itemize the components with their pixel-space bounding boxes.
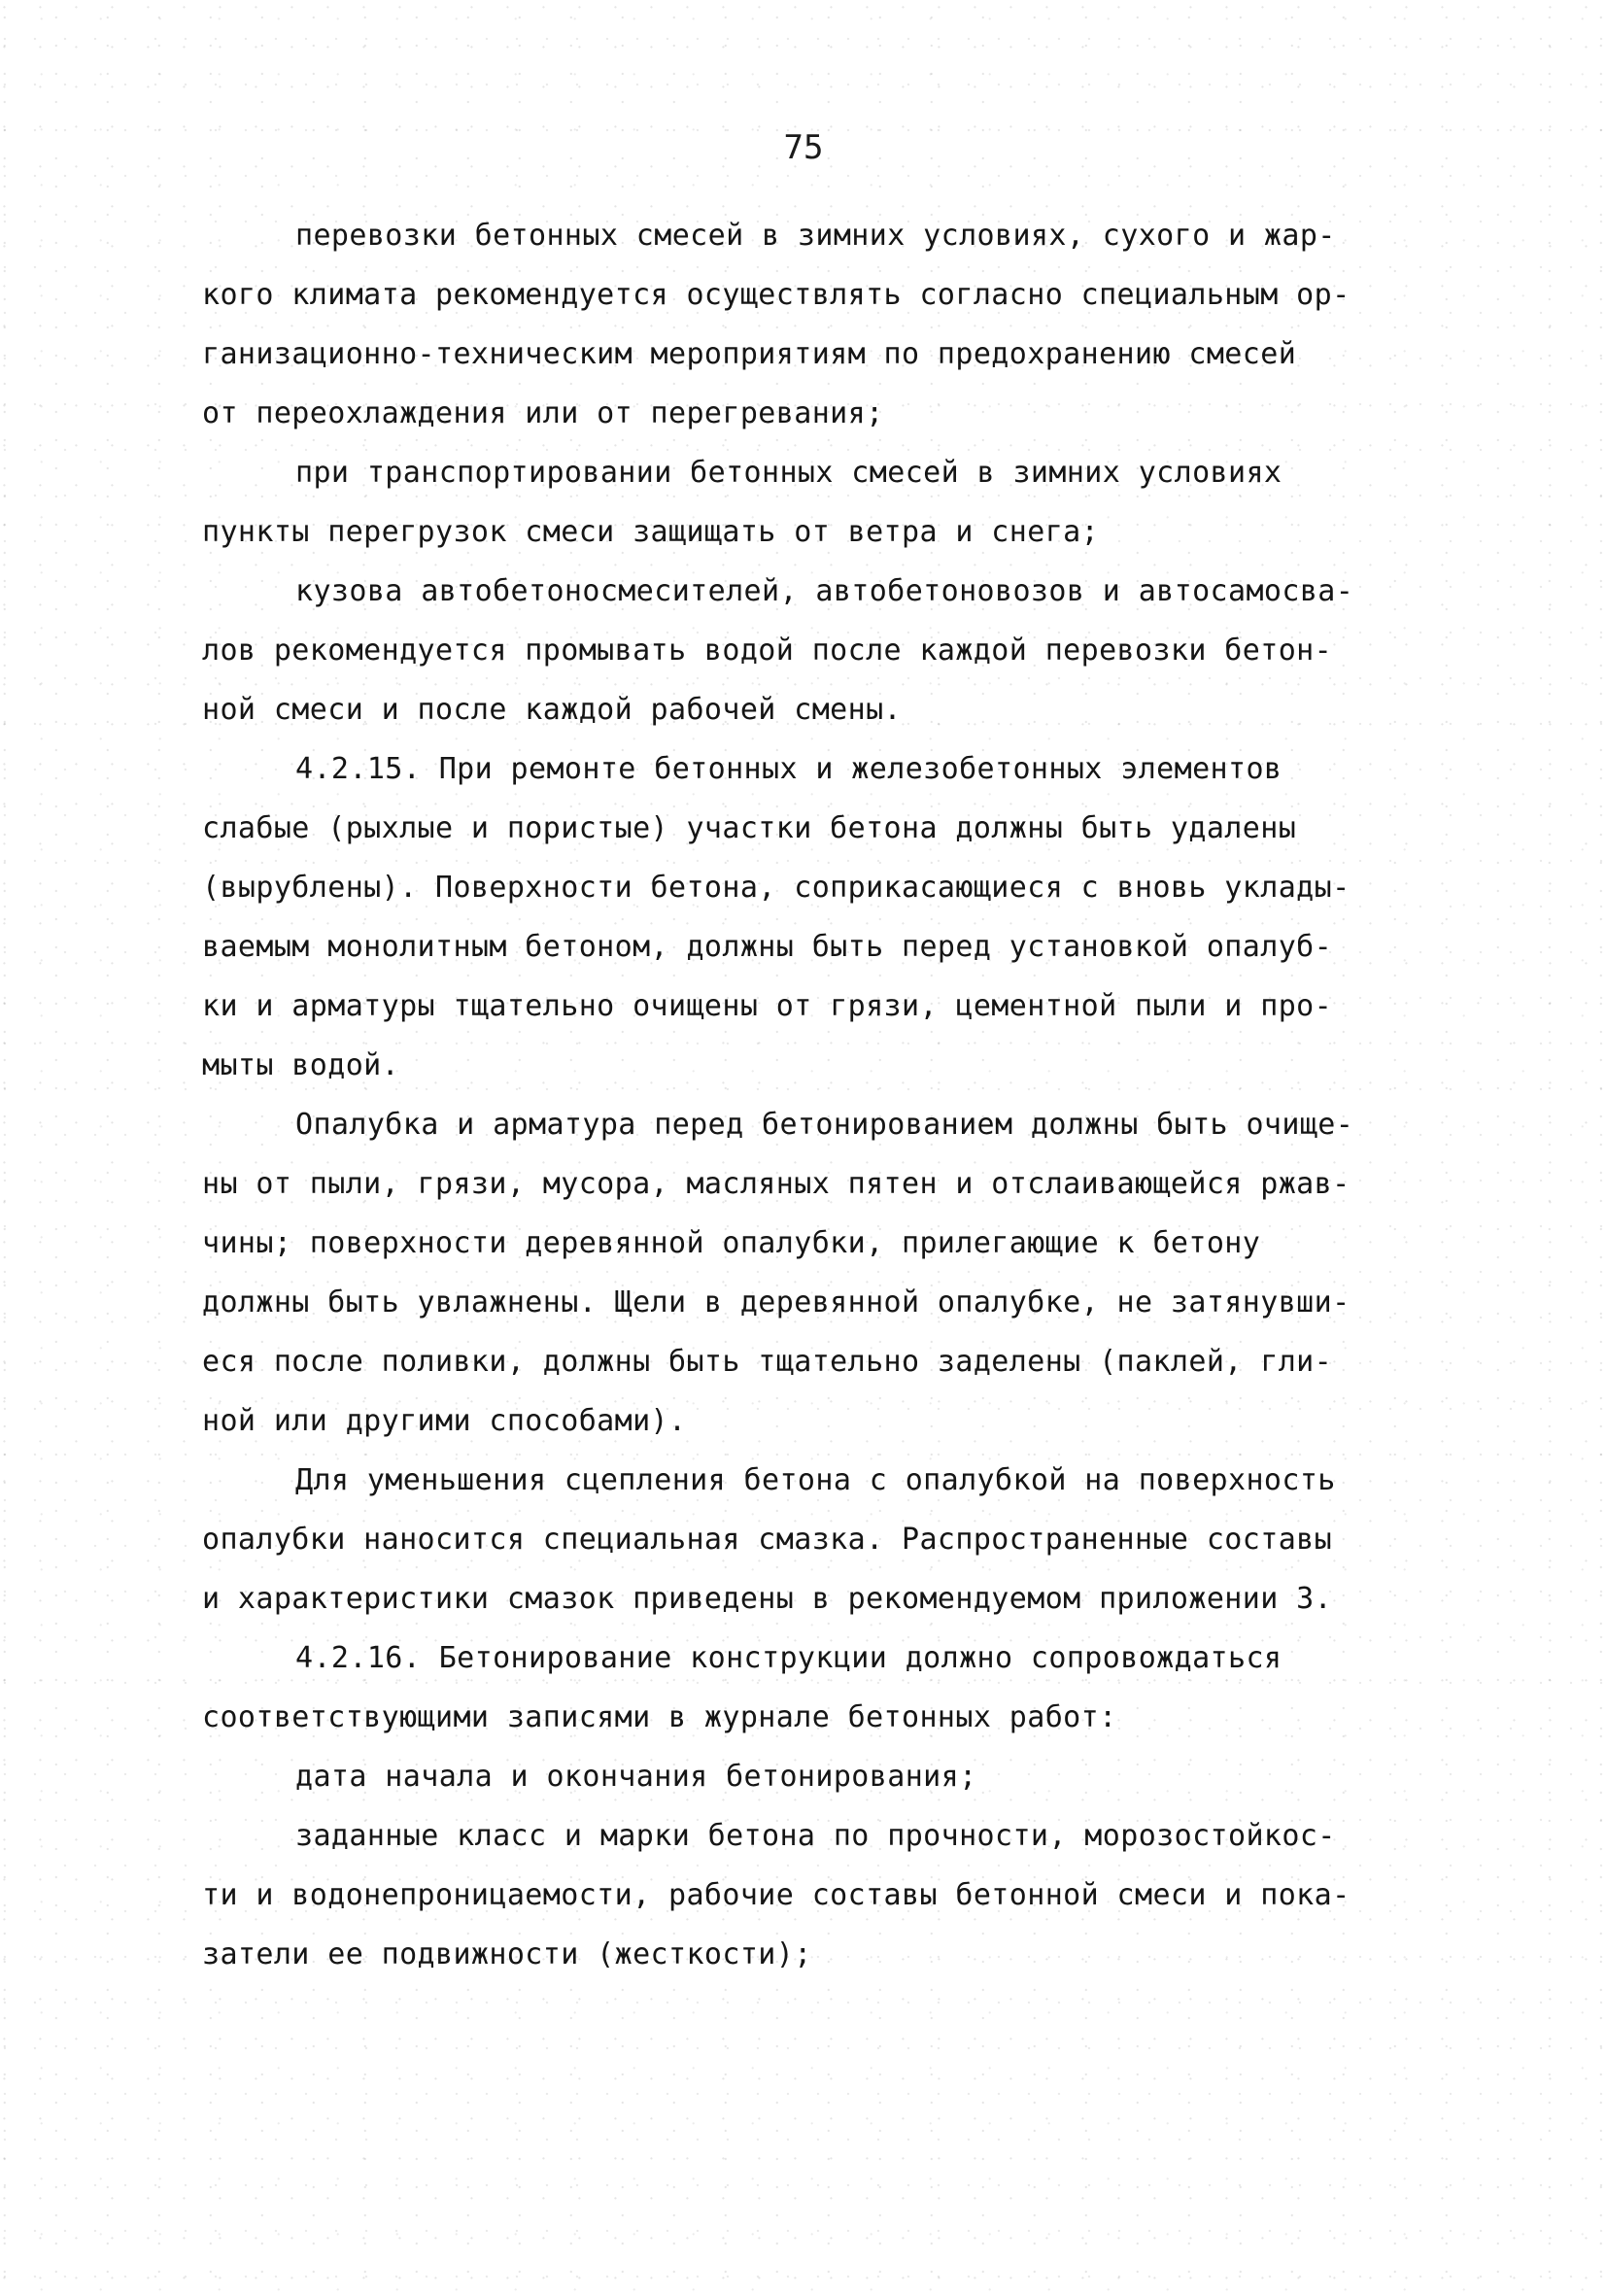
text-line: кого климата рекомендуется осуществлять согласно специальным ор- <box>202 278 1351 312</box>
text-line: 4.2.15. При ремонте бетонных и железобетонных элементов <box>295 752 1282 786</box>
text-line: от переохлаждения или от перегревания; <box>202 396 884 430</box>
body-text <box>202 206 1407 1984</box>
page-number: 75 <box>783 128 824 167</box>
text-line: 4.2.16. Бетонирование конструкции должно сопровождаться <box>295 1641 1282 1675</box>
text-line: ны от пыли, грязи, мусора, масляных пятен и отслаивающейся ржав- <box>202 1167 1351 1201</box>
text-line: мыты водой. <box>202 1048 400 1082</box>
text-line: пункты перегрузок смеси защищать от ветра и снега; <box>202 515 1100 549</box>
text-line: должны быть увлажнены. Щели в деревянной опалубке, не затянувши- <box>202 1285 1351 1319</box>
text-line: дата начала и окончания бетонирования; <box>295 1760 977 1794</box>
text-line: ной смеси и после каждой рабочей смены. <box>202 693 902 727</box>
text-line: и характеристики смазок приведены в рекомендуемом приложении 3. <box>202 1582 1333 1616</box>
text-line: лов рекомендуется промывать водой после каждой перевозки бетон- <box>202 634 1333 668</box>
text-line: кузова автобетоносмесителей, автобетоновозов и автосамосва- <box>295 574 1354 608</box>
text-line: ганизационно-техническим мероприятиям по предохранению смесей <box>202 337 1297 371</box>
text-line: еся после поливки, должны быть тщательно заделены (паклей, гли- <box>202 1345 1333 1379</box>
text-line: перевозки бетонных смесей в зимних условиях, сухого и жар- <box>295 219 1336 253</box>
text-line: затели ее подвижности (жесткости); <box>202 1937 812 1971</box>
text-line: заданные класс и марки бетона по прочности, морозостойкос- <box>295 1819 1336 1853</box>
text-line: ти и водонепроницаемости, рабочие составы бетонной смеси и пока- <box>202 1878 1351 1912</box>
text-line: слабые (рыхлые и пористые) участки бетона должны быть удалены <box>202 811 1297 845</box>
text-line: ной или другими способами). <box>202 1404 687 1438</box>
text-line: Для уменьшения сцепления бетона с опалубкой на поверхность <box>295 1463 1336 1497</box>
text-line: Опалубка и арматура перед бетонированием должны быть очище- <box>295 1108 1354 1142</box>
text-line: при транспортировании бетонных смесей в зимних условиях <box>295 456 1282 490</box>
text-line: чины; поверхности деревянной опалубки, прилегающие к бетону <box>202 1226 1261 1260</box>
text-line: соответствующими записями в журнале бетонных работ: <box>202 1700 1117 1734</box>
text-line: опалубки наносится специальная смазка. Распространенные составы <box>202 1523 1333 1557</box>
text-line: ки и арматуры тщательно очищены от грязи, цементной пыли и про- <box>202 989 1333 1023</box>
text-line: (вырублены). Поверхности бетона, соприкасающиеся с вновь уклады- <box>202 871 1351 905</box>
text-line: ваемым монолитным бетоном, должны быть перед установкой опалуб- <box>202 930 1333 964</box>
